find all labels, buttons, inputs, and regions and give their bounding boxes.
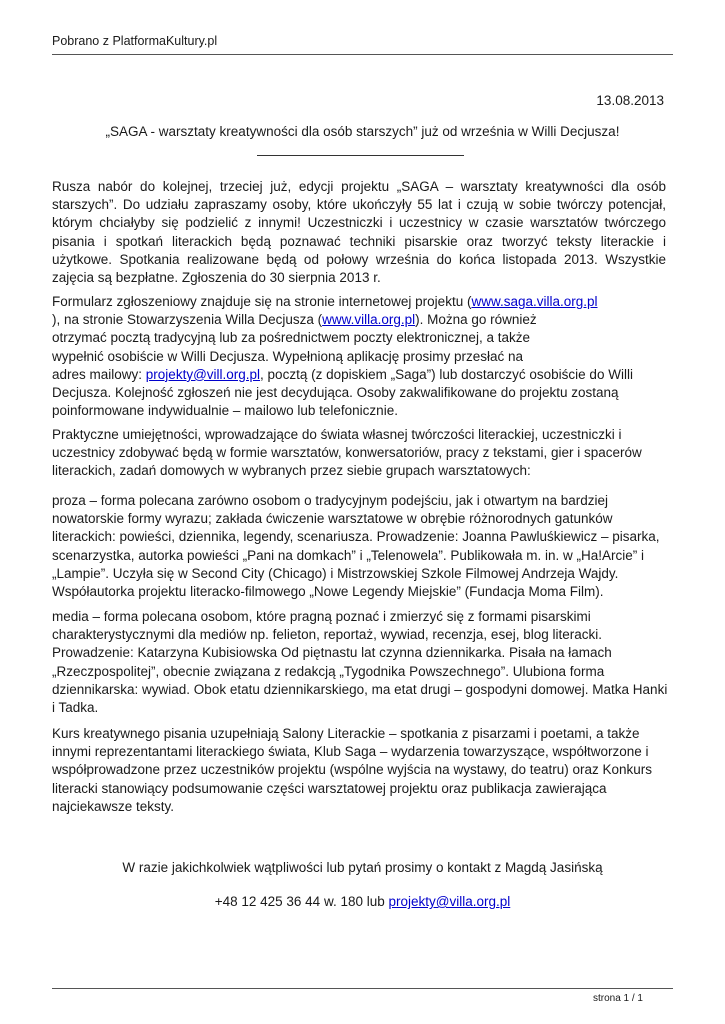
- text-line: poinformowane indywidualnie – mailowo lub telefonicznie.: [52, 403, 398, 419]
- media-paragraph: [52, 608, 666, 717]
- text-line: nowatorskie formy wyrazu; zakłada ćwiczenie warsztatowe w obrębie różnorodnych gatunków: [52, 511, 613, 527]
- text-line: „Rzeczpospolitej”, obecnie związana z redakcją „Tygodnika Powszechnego”. Ulubiona forma: [52, 663, 605, 679]
- contact-email-link[interactable]: projekty@villa.org.pl: [388, 894, 511, 909]
- download-source: Pobrano z PlatformaKultury.pl: [52, 34, 218, 48]
- text-line: uczestnicy zdobywać będą w formie warsztatów, konwersatoriów, pracy z tekstami, gier i spacerów: [52, 445, 642, 461]
- text-line: Prowadzenie: Katarzyna Kubisiowska Od piętnastu lat czynna dziennikarka. Pisała na łamach: [52, 645, 612, 661]
- text-line: dziennikarska: wywiad. Obok etatu dziennikarskiego, ma etat drugi – gospodyni domowej. Matka Hanki: [52, 681, 668, 697]
- text: ), na stronie Stowarzyszenia Willa Decjusza (: [52, 312, 323, 328]
- text: adres mailowy:: [52, 366, 146, 382]
- text-line: proza – forma polecana zarówno osobom o tradycyjnym podejściu, jak i otwartym na bardziej: [52, 493, 609, 508]
- text-line: innymi reprezentantami literackiego świata, Klub Saga – wydarzenia towarzyszące, współtworzone i: [52, 744, 649, 760]
- text-line: literackich, zadań domowych w wybranych przez siebie grupach warsztatowych:: [52, 463, 531, 479]
- title-underline: [257, 155, 464, 156]
- text-line: literacki stanowiący podsumowanie części warsztatowej projektu oraz publikacja zawierająca: [52, 780, 607, 796]
- phone-text: +48 12 425 36 44 w. 180 lub: [214, 894, 389, 909]
- application-paragraph: [52, 293, 666, 420]
- email-link[interactable]: projekty@vill.org.pl: [145, 366, 261, 382]
- text-line: media – forma polecana osobom, które pragną poznać i zmierzyć się z formami pisarskimi: [52, 609, 591, 624]
- article-title: „SAGA - warsztaty kreatywności dla osób starszych” już od września w Willi Decjusza!: [105, 124, 620, 139]
- text-line: wypełnić osobiście w Willi Decjusza. Wypełnioną aplikację prosimy przesłać na: [52, 348, 524, 364]
- text-line: Współautorka projektu literacko-filmowego „Nowe Legendy Miejskie” (Fundacja Moma Film).: [52, 584, 604, 600]
- footer-divider: [52, 988, 673, 989]
- text-line: „Lampie”. Uczyła się w Second City (Chicago) i Mistrzowskiej Szkole Filmowej Andrzeja Wajdy.: [52, 565, 619, 581]
- villa-website-link[interactable]: www.villa.org.pl: [322, 312, 416, 328]
- contact-phone-line: [52, 894, 673, 909]
- page-number: strona 1 / 1: [592, 993, 643, 1004]
- text-line: i Tadka.: [52, 700, 99, 716]
- text-line: charakterystycznymi dla mediów np. felieton, reportaż, wywiad, recenzja, esej, blog literacki.: [52, 627, 602, 643]
- text: , pocztą (z dopiskiem „Saga”) lub dostarczyć osobiście do Willi: [260, 366, 633, 382]
- header-divider: [52, 54, 673, 55]
- text-line: otrzymać pocztą tradycyjną lub za pośrednictwem poczty elektronicznej, a także: [52, 330, 530, 346]
- intro-paragraph: Rusza nabór do kolejnej, trzeciej już, edycji projektu „SAGA – warsztaty kreatywności dla osób starszych”. Do udziału zapraszamy osoby, które ukończyły 55 lat i czują w sobie twórczy potencjał, którym chciałyby się podzielić z innymi! Uczestniczki i uczestnicy w czasie warsztatów twórczego pisania i spotkań literackich będą poznawać techniki pisarskie oraz tworzyć teksty literackie i użytkowe. Spotkania realizowane będą od połowy września do końca listopada 2013. Wszystkie zajęcia są bezpłatne. Zgłoszenia do 30 sierpnia 2013 r.: [52, 179, 666, 286]
- contact-line: W razie jakichkolwiek wątpliwości lub pytań prosimy o kontakt z Magdą Jasińską: [122, 860, 603, 875]
- text-line: współprowadzone przez uczestników projektu (wspólne wyjścia na wystawy, do teatru) oraz Konkurs: [52, 762, 653, 778]
- saga-website-link[interactable]: www.saga.villa.org.pl: [471, 294, 598, 309]
- skills-paragraph: [52, 426, 666, 481]
- text-line: Kurs kreatywnego pisania uzupełniają Salony Literackie – spotkania z pisarzami i poetami, a także: [52, 726, 640, 741]
- text: Formularz zgłoszeniowy znajduje się na stronie internetowej projektu (: [52, 294, 472, 309]
- article-date: 13.08.2013: [596, 93, 664, 108]
- text-line: literackich: powieści, dziennika, legendy, scenariusza. Prowadzenie: Joanna Pawluśkiewicz – pisarka,: [52, 529, 660, 545]
- text-line: najciekawsze teksty.: [52, 798, 175, 814]
- text: ). Można go również: [415, 312, 537, 328]
- text-line: Decjusza. Kolejność zgłoszeń nie jest decydująca. Osoby zakwalifikowane do projektu zostaną: [52, 385, 619, 401]
- text-line: scenarzystka, autorka powieści „Pani na domkach” i „Telenowela”. Publikowała m. in. w „Ha!Arcie” i: [52, 547, 644, 563]
- prose-paragraph: [52, 492, 666, 601]
- course-paragraph: [52, 725, 666, 816]
- text-line: Praktyczne umiejętności, wprowadzające do świata własnej twórczości literackiej, uczestniczki i: [52, 427, 622, 442]
